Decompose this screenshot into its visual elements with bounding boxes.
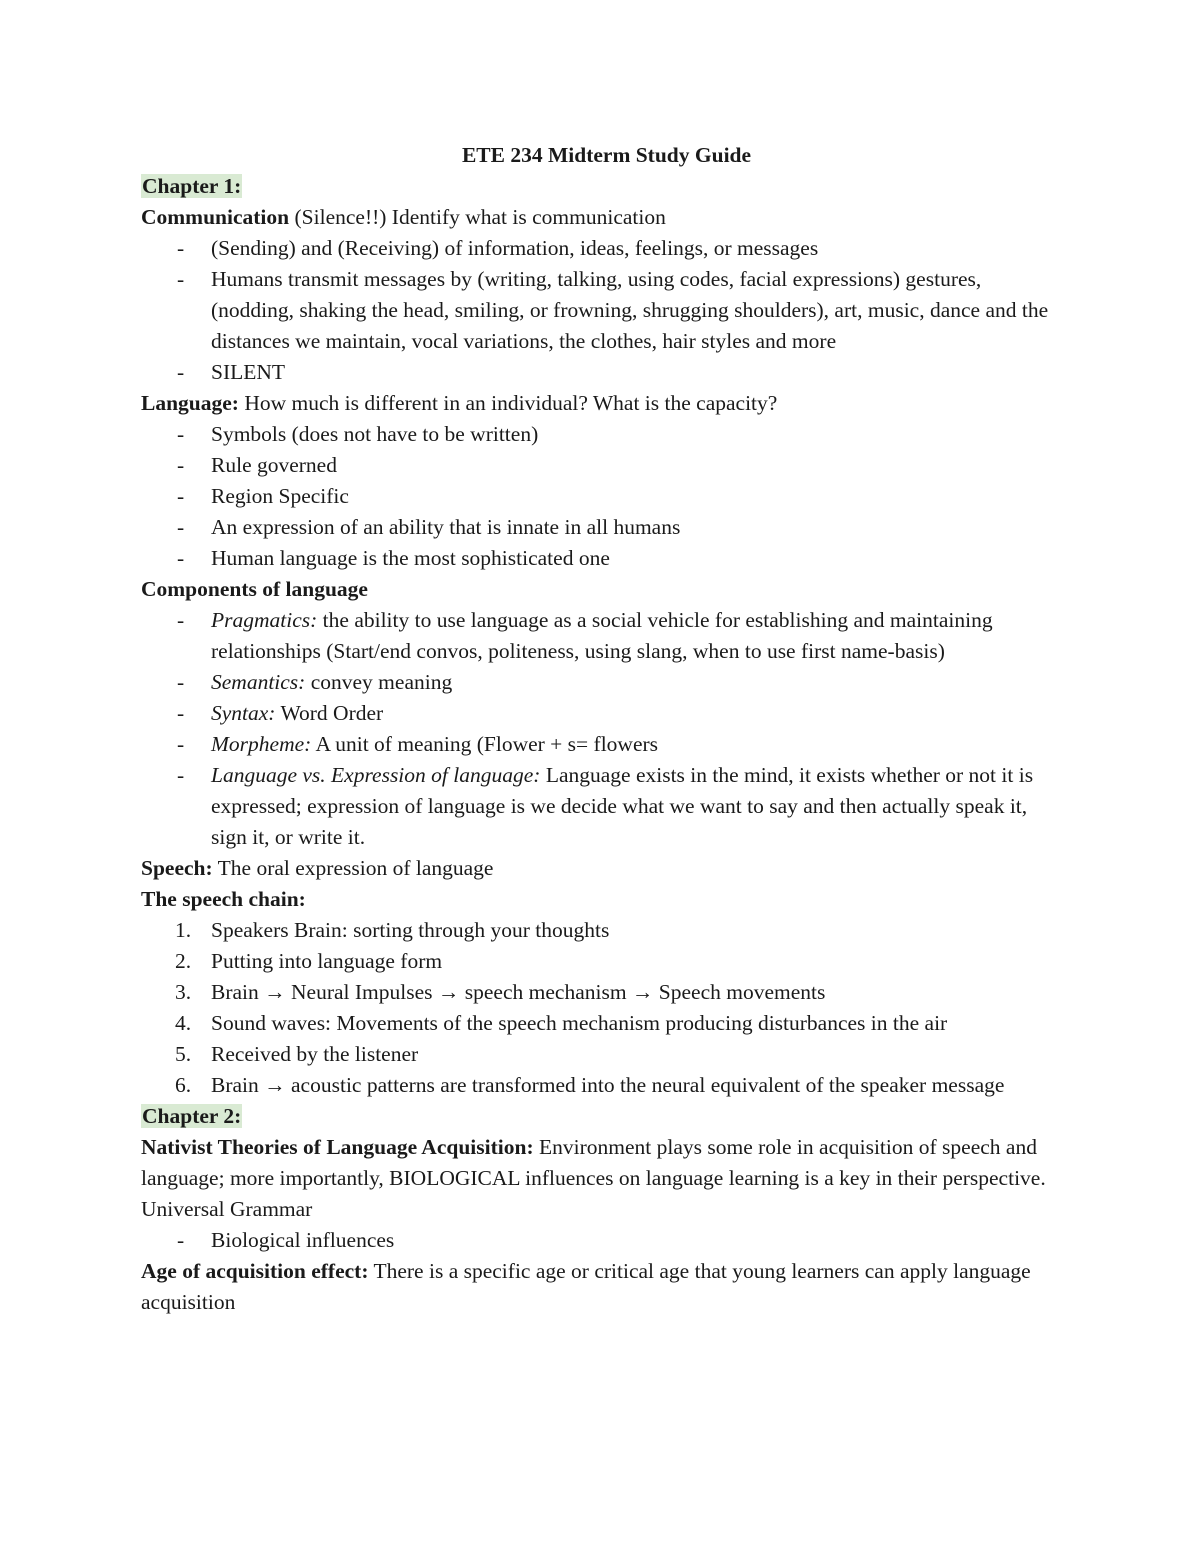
dash-marker: - [177,267,185,291]
list-item-text: Symbols (does not have to be written) [211,422,539,446]
communication-list [141,233,1060,388]
dash-marker: - [177,360,185,384]
age-effect-term: Age of acquisition effect: [141,1259,369,1283]
dash-marker: - [177,763,185,787]
list-item [141,512,1060,543]
speech-desc: The oral expression of language [212,856,494,880]
number-marker: 4. [175,1011,192,1035]
language-desc: How much is different in an individual? What is the capacity? [238,391,778,415]
communication-desc: (Silence!!) Identify what is communication [289,205,666,229]
chapter-1-label: Chapter 1: [142,174,242,198]
component-text: convey meaning [305,670,453,694]
list-item [141,760,1060,853]
nativist-desc: Environment plays some role in acquisition of speech and language; more importantly, BIOLOGICAL influences on language learning is a key in their perspective. Universal Grammar [141,1135,1046,1221]
communication-term: Communication [141,205,290,229]
chapter-2-heading [141,1101,1060,1132]
components-list [141,605,1060,853]
language-list [141,419,1060,574]
component-text: Word Order [275,701,384,725]
chapter-1-heading [141,171,1060,202]
list-item-text: Speakers Brain: sorting through your thoughts [211,918,610,942]
dash-marker: - [177,453,185,477]
list-item [141,729,1060,760]
number-marker: 5. [175,1042,192,1066]
list-item [141,1008,1060,1039]
dash-marker: - [177,422,185,446]
dash-marker: - [177,608,185,632]
list-item-text: Brain → Neural Impulses → speech mechanism → Speech movements [211,980,826,1004]
language-definition [141,388,1060,419]
list-item [141,450,1060,481]
dash-marker: - [177,546,185,570]
age-effect-desc: There is a specific age or critical age that young learners can apply language acquisition [141,1259,1031,1314]
list-item-text: Rule governed [211,453,337,477]
list-item-text: An expression of an ability that is innate in all humans [211,515,681,539]
list-item [141,667,1060,698]
list-item-text: Human language is the most sophisticated one [211,546,610,570]
list-item [141,233,1060,264]
list-item-text: Received by the listener [211,1042,419,1066]
dash-marker: - [177,1228,185,1252]
component-text: Language exists in the mind, it exists whether or not it is expressed; expression of language is we decide what we want to say and then actually speak it, sign it, or write it. [211,763,1034,849]
nativist-list [141,1225,1060,1256]
list-item [141,977,1060,1008]
list-item [141,1039,1060,1070]
list-item [141,1225,1060,1256]
communication-definition [141,202,1060,233]
component-term: Language vs. Expression of language: [211,763,541,787]
speech-term: Speech: [141,856,213,880]
age-effect-definition [141,1256,1060,1318]
dash-marker: - [177,732,185,756]
component-term: Semantics: [211,670,306,694]
speech-chain-list [141,915,1060,1101]
list-item [141,946,1060,977]
list-item [141,698,1060,729]
list-item [141,915,1060,946]
dash-marker: - [177,236,185,260]
list-item-text: SILENT [211,360,286,384]
dash-marker: - [177,515,185,539]
document-title: ETE 234 Midterm Study Guide [461,143,752,167]
components-heading-text: Components of language [141,577,368,601]
number-marker: 2. [175,949,192,973]
chapter-2-label: Chapter 2: [142,1104,242,1128]
dash-marker: - [177,670,185,694]
component-term: Morpheme: [211,732,312,756]
nativist-definition [141,1132,1060,1225]
list-item [141,357,1060,388]
list-item-text: (Sending) and (Receiving) of information, ideas, feelings, or messages [211,236,819,260]
list-item-text: Biological influences [211,1228,395,1252]
nativist-term: Nativist Theories of Language Acquisition: [141,1135,534,1159]
number-marker: 6. [175,1073,192,1097]
list-item [141,481,1060,512]
component-text: the ability to use language as a social vehicle for establishing and maintaining relationships (Start/end convos, politeness, using slang, when to use first name-basis) [211,608,993,663]
list-item-text: Brain → acoustic patterns are transformed into the neural equivalent of the speaker message [211,1073,1005,1097]
list-item [141,605,1060,667]
list-item [141,264,1060,357]
number-marker: 3. [175,980,192,1004]
components-heading [141,574,1060,605]
list-item-text: Sound waves: Movements of the speech mechanism producing disturbances in the air [211,1011,948,1035]
list-item [141,419,1060,450]
list-item [141,1070,1060,1101]
list-item-text: Humans transmit messages by (writing, talking, using codes, facial expressions) gestures, (nodding, shaking the head, smiling, or frowning, shrugging shoulders), art, music, dance and the distances we maintain, vocal variations, the clothes, hair styles and more [211,267,1049,353]
speech-definition [141,853,1060,884]
speech-chain-heading [141,884,1060,915]
dash-marker: - [177,701,185,725]
number-marker: 1. [175,918,192,942]
dash-marker: - [177,484,185,508]
list-item [141,543,1060,574]
list-item-text: Putting into language form [211,949,443,973]
speech-chain-heading-text: The speech chain: [141,887,306,911]
component-term: Pragmatics: [211,608,318,632]
component-term: Syntax: [211,701,276,725]
language-term: Language: [141,391,239,415]
component-text: A unit of meaning (Flower + s= flowers [311,732,659,756]
list-item-text: Region Specific [211,484,349,508]
